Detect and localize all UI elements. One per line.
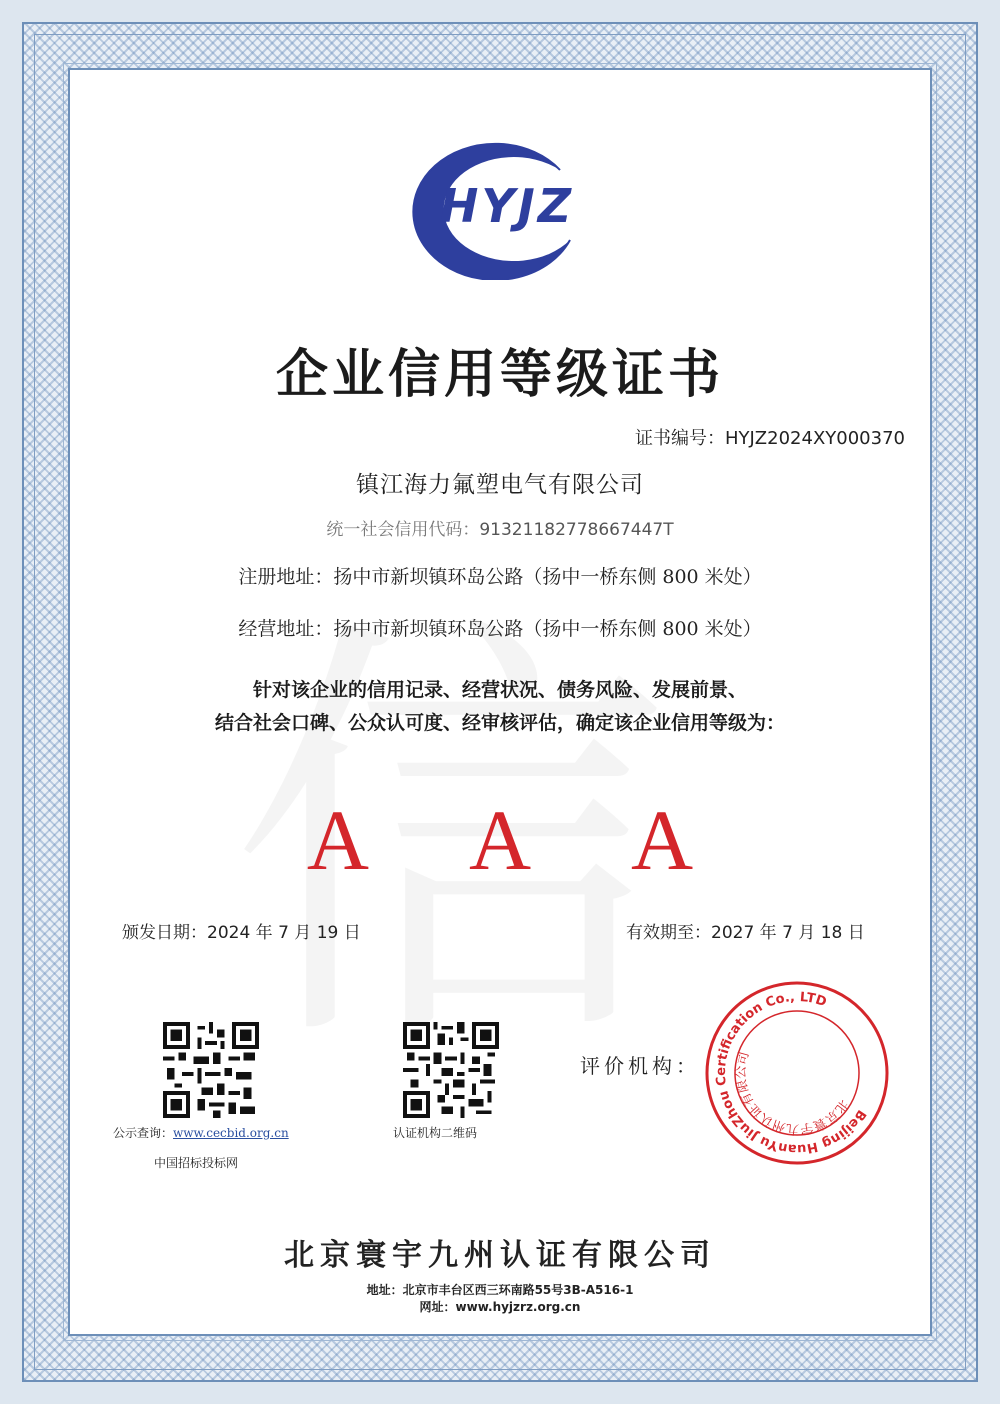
certificate-number xyxy=(635,424,905,450)
registered-address xyxy=(0,562,1000,589)
public-query-label: 公示查询： xyxy=(113,1126,174,1140)
registered-address-value: 扬中市新坝镇环岛公路（扬中一桥东侧 800 米处） xyxy=(333,566,762,588)
valid-until-label: 有效期至： xyxy=(626,923,711,943)
certificate-number-value: HYJZ2024XY000370 xyxy=(724,428,905,449)
credit-code xyxy=(0,515,1000,540)
certifier-qr-caption: 认证机构二维码 xyxy=(393,1126,478,1140)
svg-text:Beijing HuanYu JiuZhou Certifi xyxy=(702,978,892,1168)
issue-date-label: 颁发日期： xyxy=(122,923,207,943)
public-query-link[interactable]: www.cecbid.org.cn xyxy=(173,1126,289,1140)
valid-until-value: 2027 年 7 月 18 日 xyxy=(711,923,865,943)
credit-grade: A A A xyxy=(306,792,738,888)
valid-until xyxy=(626,918,865,943)
issue-date-value: 2024 年 7 月 19 日 xyxy=(207,923,361,943)
business-address xyxy=(0,614,1000,641)
certificate-title: 企业信用等级证书 xyxy=(275,345,724,405)
certificate-number-label: 证书编号： xyxy=(634,428,725,449)
footer-website: 网址：www.hyjzrz.org.cn xyxy=(419,1300,581,1314)
qr-code-public[interactable] xyxy=(163,1022,259,1118)
issuer-name: 北京寰宇九州认证有限公司 xyxy=(284,1238,716,1273)
business-address-value: 扬中市新坝镇环岛公路（扬中一桥东侧 800 米处） xyxy=(333,618,762,640)
seal-outer-text: Beijing HuanYu JiuZhou Certification Co., LTD xyxy=(713,989,869,1157)
logo-text: HYJZ xyxy=(439,179,575,233)
registered-address-label: 注册地址： xyxy=(238,566,334,588)
description-line-2: 结合社会口碑、公众认可度、经审核评估，确定该企业信用等级为： xyxy=(214,712,785,734)
hyjz-logo xyxy=(395,130,605,280)
public-query-site-name: 中国招标投标网 xyxy=(154,1156,239,1170)
credit-code-label: 统一社会信用代码： xyxy=(326,520,480,540)
credit-code-value: 91321182778667447T xyxy=(479,520,674,540)
official-seal xyxy=(702,978,892,1168)
issue-date xyxy=(122,918,361,943)
public-query-caption xyxy=(113,1124,289,1141)
business-address-label: 经营地址： xyxy=(238,618,334,640)
qr-code-certifier[interactable] xyxy=(403,1022,499,1118)
description-line-1: 针对该企业的信用记录、经营状况、债务风险、发展前景、 xyxy=(252,679,747,701)
footer-address: 地址：北京市丰台区西三环南路55号3B-A516-1 xyxy=(366,1283,634,1297)
company-name: 镇江海力氟塑电气有限公司 xyxy=(356,472,644,498)
seal-inner-text: 北京寰宇九州认证有限公司 xyxy=(733,1050,852,1137)
evaluator-label: 评价机构： xyxy=(580,1054,700,1078)
